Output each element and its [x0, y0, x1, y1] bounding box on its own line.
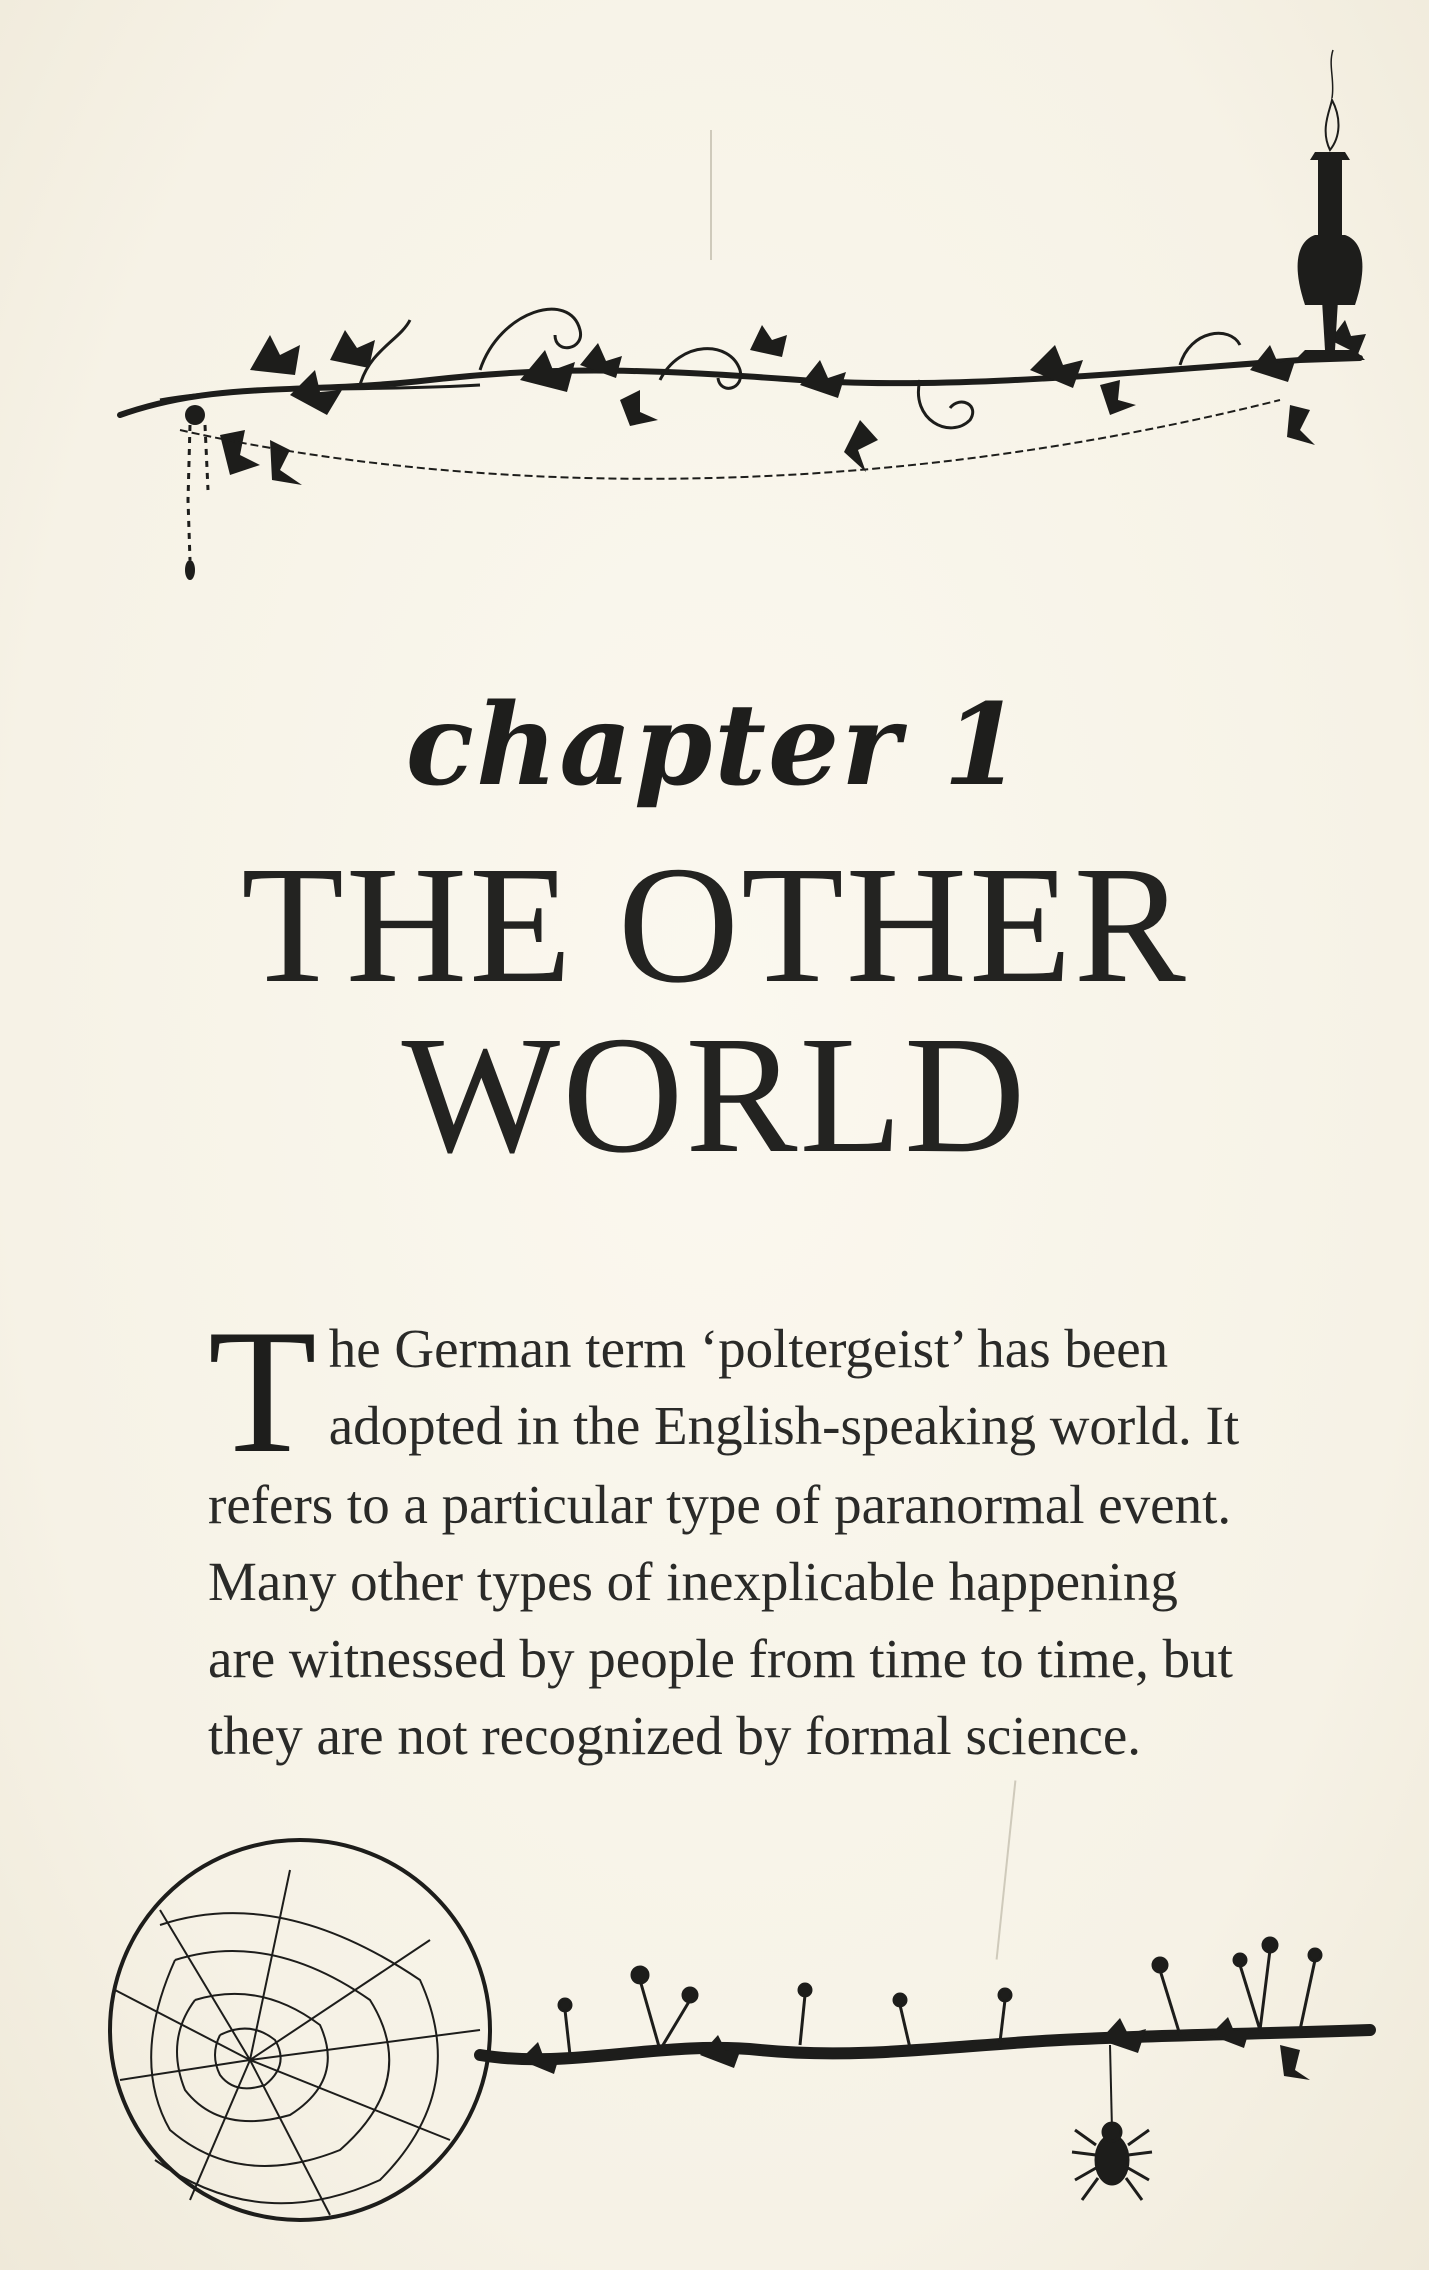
body-line: they are not recognized by formal science.	[208, 1705, 1142, 1766]
chapter-number: chapter 1	[405, 680, 1024, 811]
body-line: adopted in the English-speaking world. It	[328, 1395, 1240, 1456]
body-line: are witnessed by people from time to time, but	[208, 1628, 1233, 1689]
ivy-vine-with-candle-icon	[100, 40, 1400, 600]
body-line: he German term ‘poltergeist’ has been	[328, 1318, 1169, 1379]
drop-cap: T	[208, 1292, 317, 1490]
chapter-title-line-2: WORLD	[401, 1002, 1028, 1188]
body-line: Many other types of inexplicable happening	[208, 1551, 1178, 1612]
spiderweb-vine-with-spider-icon	[100, 1830, 1400, 2250]
body-line: refers to a particular type of paranormal event.	[208, 1474, 1232, 1535]
body-paragraph	[208, 1292, 1348, 1774]
chapter-title-line-1: THE OTHER	[241, 832, 1188, 1018]
chapter-title	[0, 832, 1429, 1188]
